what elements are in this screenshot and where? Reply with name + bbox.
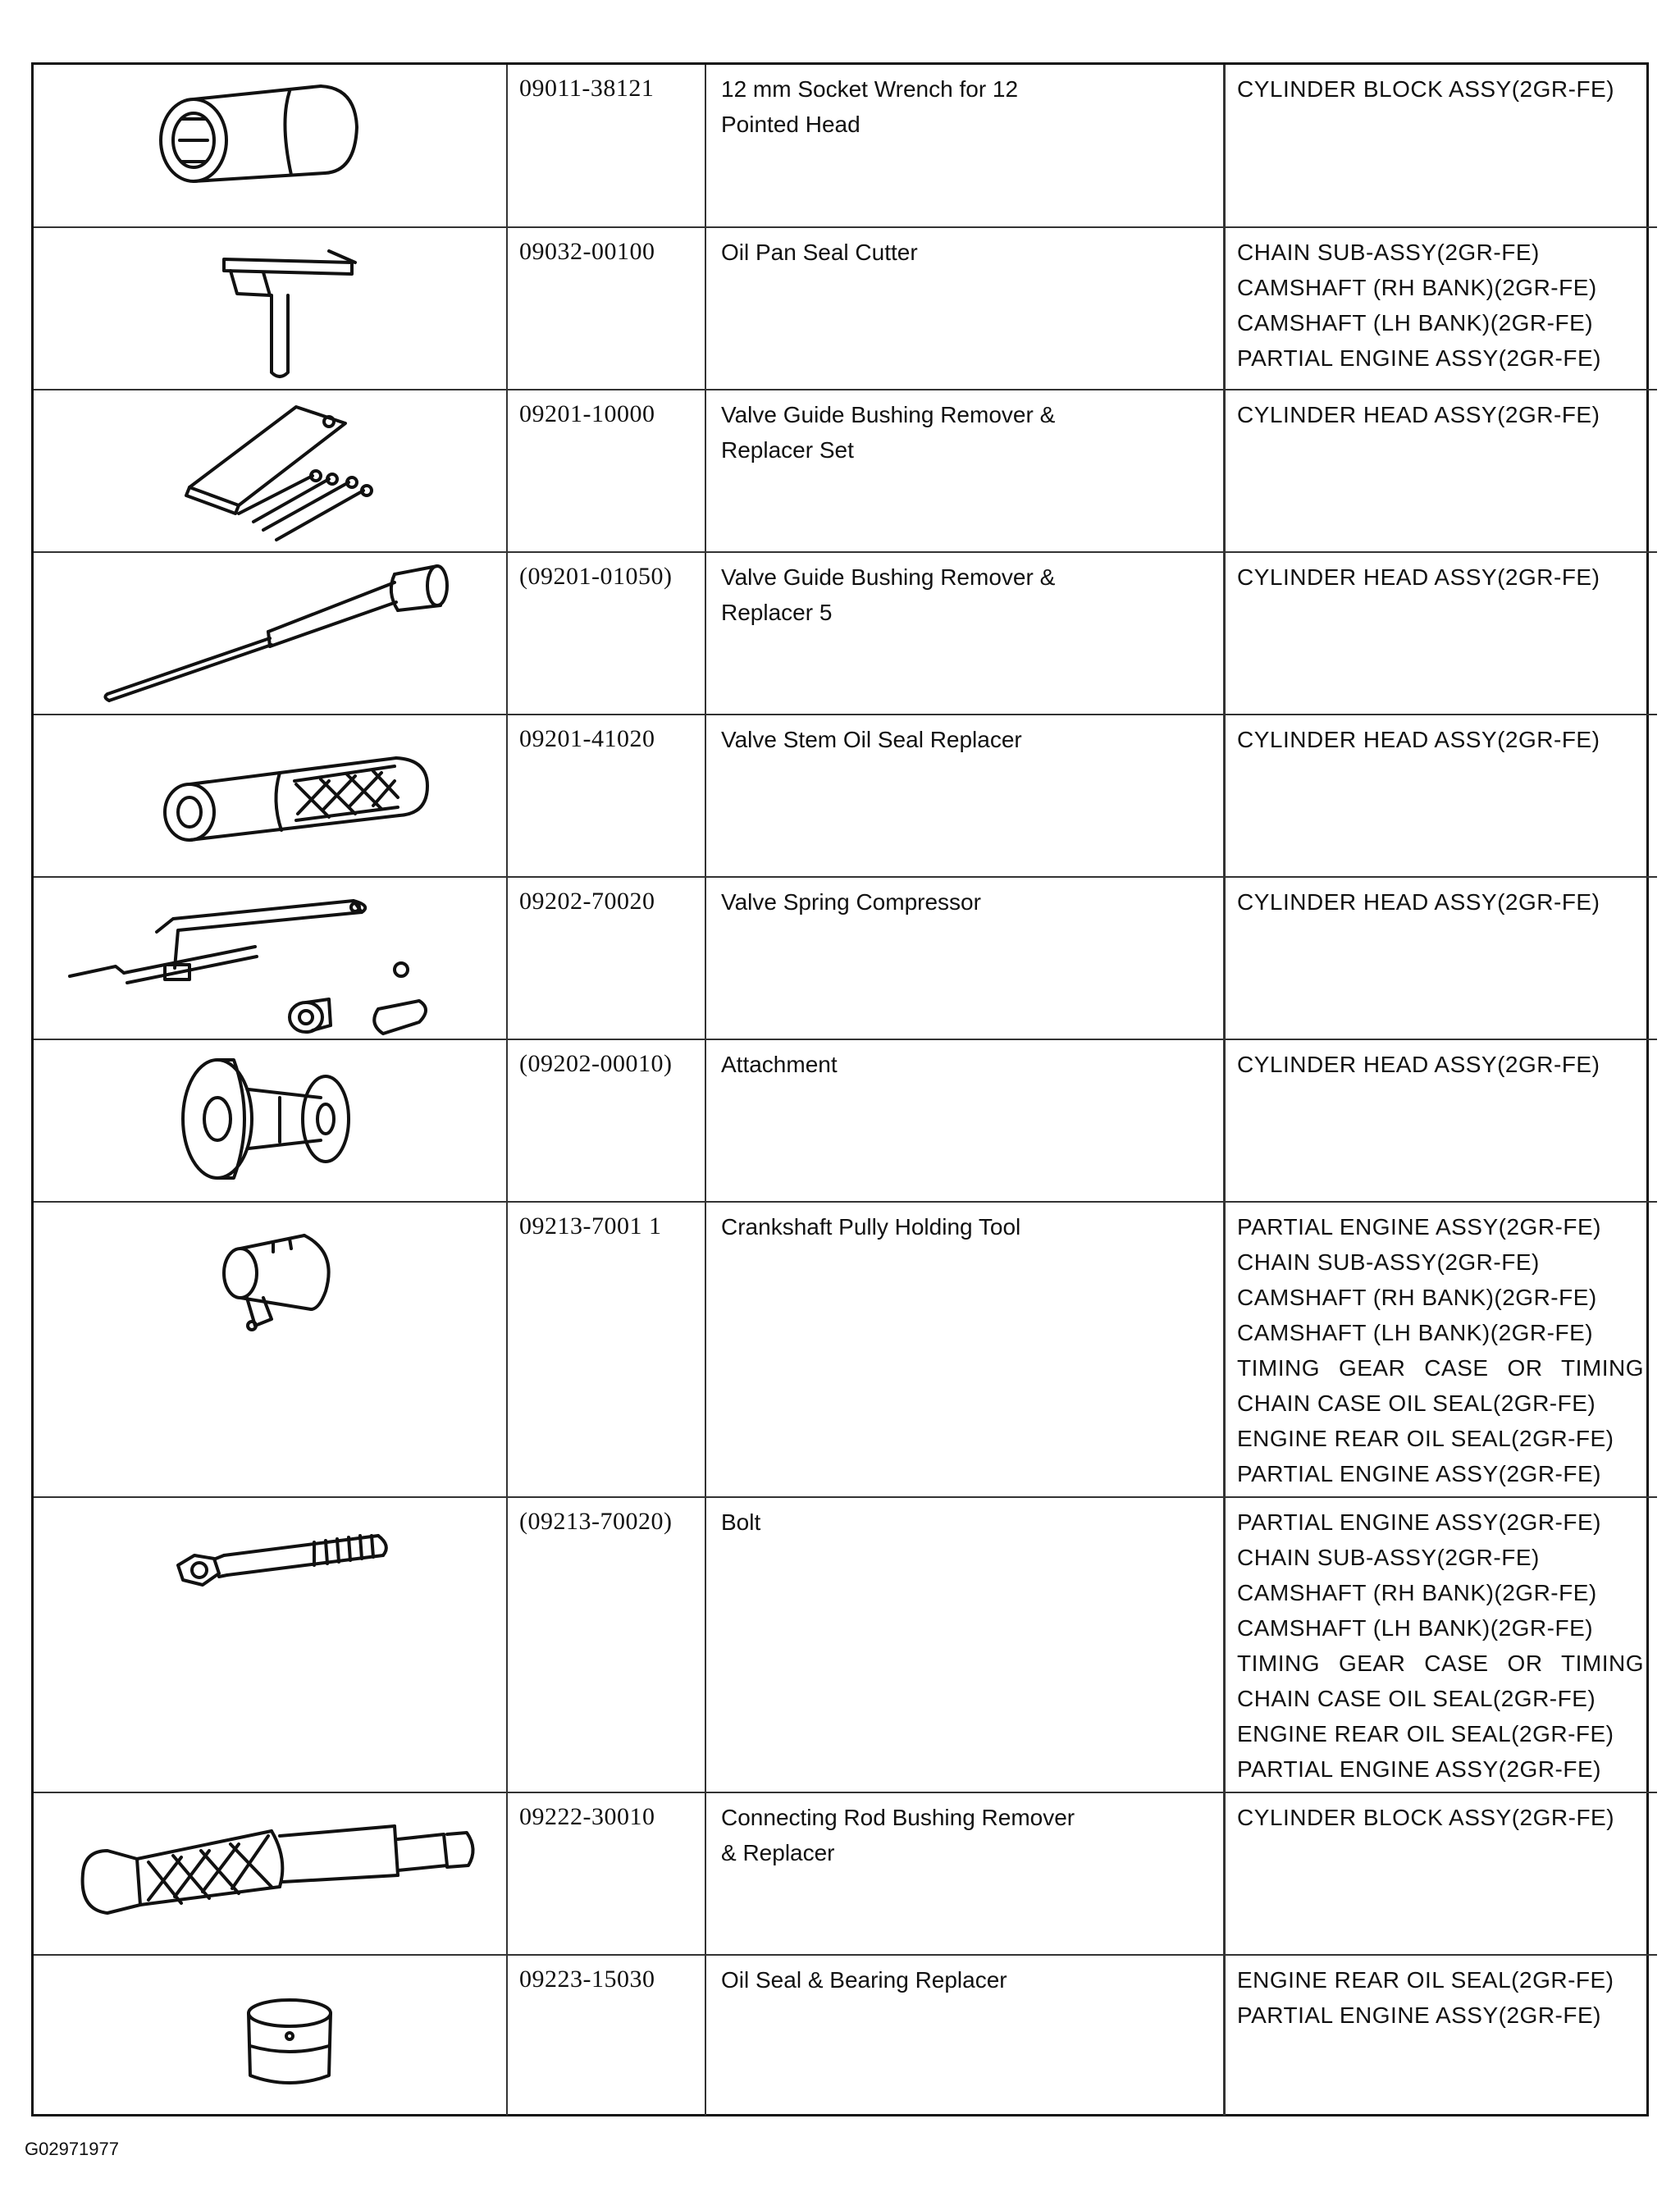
tool-description: Valve Stem Oil Seal Replacer (721, 727, 1022, 752)
tool-illustration-cell (34, 715, 507, 877)
tool-illustration-cell (34, 1039, 507, 1202)
applies-to-list: CHAIN SUB-ASSY(2GR-FE) CAMSHAFT (RH BANK)(2GR-FE) CAMSHAFT (LH BANK)(2GR-FE) PARTIAL ENGINE ASSY(2GR-FE) (1237, 240, 1601, 371)
spring-compressor-icon (34, 878, 506, 1039)
part-number: (09201-01050) (519, 563, 673, 590)
table-row (34, 1202, 1657, 1497)
part-number: 09201-41020 (519, 725, 655, 752)
tool-description: Bolt (721, 1509, 761, 1535)
seal-replacer-icon (34, 715, 506, 876)
tool-description: Valve Guide Bushing Remover & Replacer 5 (721, 564, 1056, 625)
tool-description: Crankshaft Pully Holding Tool (721, 1214, 1021, 1240)
table-row (34, 390, 1657, 552)
table-row (34, 1955, 1657, 2116)
table-row (34, 65, 1657, 227)
table-row (34, 1792, 1657, 1955)
table-row (34, 1497, 1657, 1792)
tool-illustration-cell (34, 877, 507, 1039)
part-number: 09223-15030 (519, 1966, 655, 1993)
tool-illustration-cell (34, 1792, 507, 1955)
part-number: 09032-00100 (519, 238, 655, 265)
tool-description: 12 mm Socket Wrench for 12 Pointed Head (721, 76, 1019, 137)
rod-bushing-tool-icon (34, 1793, 506, 1954)
tool-illustration-cell (34, 390, 507, 552)
applies-to-list: CYLINDER HEAD ASSY(2GR-FE) (1237, 402, 1600, 427)
special-tools-table (31, 62, 1649, 2116)
table-row (34, 1039, 1657, 1202)
applies-to-list: CYLINDER HEAD ASSY(2GR-FE) (1237, 1052, 1600, 1077)
part-number: 09201-10000 (519, 400, 655, 427)
part-number: (09213-70020) (519, 1508, 673, 1535)
figure-id: G02971977 (25, 2139, 119, 2159)
part-number: 09202-70020 (519, 888, 655, 915)
tool-illustration-cell (34, 1497, 507, 1792)
part-number: 09213-7001 1 (519, 1212, 662, 1240)
tool-illustration-cell (34, 65, 507, 227)
tool-description: Valve Guide Bushing Remover & Replacer Set (721, 402, 1056, 463)
socket-wrench-icon (34, 65, 506, 226)
table-row (34, 552, 1657, 715)
applies-to-list: CYLINDER HEAD ASSY(2GR-FE) (1237, 889, 1600, 915)
bearing-replacer-icon (34, 1956, 506, 2115)
seal-cutter-icon (34, 228, 506, 389)
tool-description: Valve Spring Compressor (721, 889, 981, 915)
bushing-remover-icon (34, 553, 506, 714)
part-number: 09011-38121 (519, 75, 655, 102)
part-number: (09202-00010) (519, 1050, 673, 1077)
table-row (34, 227, 1657, 390)
tool-illustration-cell (34, 552, 507, 715)
tool-illustration-cell (34, 1955, 507, 2116)
tool-illustration-cell (34, 1202, 507, 1497)
bushing-set-icon (34, 390, 506, 551)
part-number: 09222-30010 (519, 1803, 655, 1830)
tool-description: Oil Seal & Bearing Replacer (721, 1967, 1007, 1993)
applies-to-list: CYLINDER HEAD ASSY(2GR-FE) (1237, 727, 1600, 752)
tool-description: Connecting Rod Bushing Remover & Replacer (721, 1805, 1075, 1865)
table-row (34, 715, 1657, 877)
tool-illustration-cell (34, 227, 507, 390)
applies-to-list: ENGINE REAR OIL SEAL(2GR-FE) PARTIAL ENGINE ASSY(2GR-FE) (1237, 1967, 1614, 2028)
applies-to-list: CYLINDER BLOCK ASSY(2GR-FE) (1237, 1805, 1615, 1830)
applies-to-list: CYLINDER HEAD ASSY(2GR-FE) (1237, 564, 1600, 590)
tool-description: Attachment (721, 1052, 838, 1077)
table-row (34, 877, 1657, 1039)
attachment-icon (34, 1040, 506, 1201)
tool-description: Oil Pan Seal Cutter (721, 240, 918, 265)
bolt-icon (34, 1498, 506, 1792)
pulley-holder-icon (34, 1203, 506, 1496)
applies-to-list: CYLINDER BLOCK ASSY(2GR-FE) (1237, 76, 1615, 102)
applies-to-list: PARTIAL ENGINE ASSY(2GR-FE) CHAIN SUB-ASSY(2GR-FE) CAMSHAFT (RH BANK)(2GR-FE) CAMSHAFT (LH BANK)(2GR-FE) TIMING GEAR CASE OR TIMING CHAIN CASE OIL SEAL(2GR-FE) ENGINE REAR OIL SEAL(2GR-FE) PARTIAL ENGINE ASSY(2GR-FE) (1237, 1509, 1644, 1782)
applies-to-list: PARTIAL ENGINE ASSY(2GR-FE) CHAIN SUB-ASSY(2GR-FE) CAMSHAFT (RH BANK)(2GR-FE) CAMSHAFT (LH BANK)(2GR-FE) TIMING GEAR CASE OR TIMING CHAIN CASE OIL SEAL(2GR-FE) ENGINE REAR OIL SEAL(2GR-FE) PARTIAL ENGINE ASSY(2GR-FE) (1237, 1214, 1644, 1486)
